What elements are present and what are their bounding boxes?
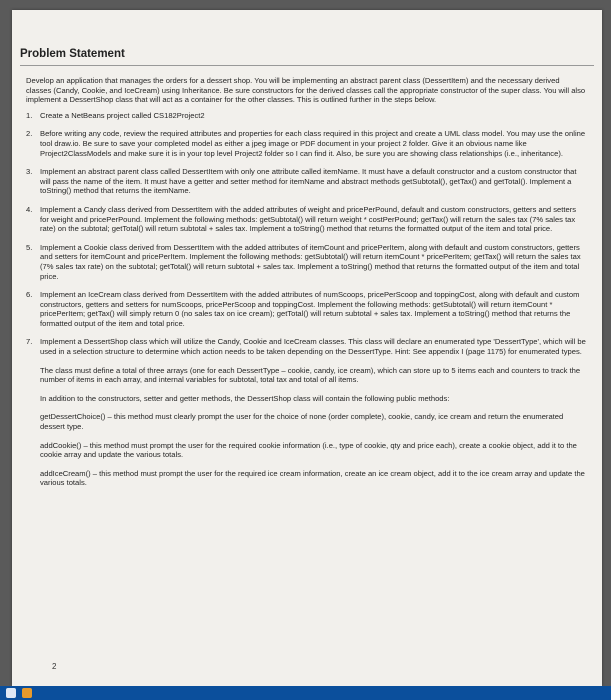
step-number: 4. xyxy=(26,204,33,214)
step-text: Implement an abstract parent class called DessertItem with only one attribute called itemName. It must have a default constructor and a custom constructor that will pass the name of the item. It must have a getter and setter method for itemName and abstract methods getSubtotal(), getTax() and getTotal(). Implement a toString() method that returns the itemName. xyxy=(40,167,577,196)
step-text: Implement a DessertShop class which will utilize the Candy, Cookie and IceCream classes. This class will declare an enumerated type 'DessertType', which will be used in a selection structure to determine which action needs to be taken depending on the DessertType. Hint: See appendix I (page 1175) for enumerated types. xyxy=(40,337,586,357)
steps-list xyxy=(26,111,586,488)
list-item xyxy=(26,205,586,234)
document-page xyxy=(12,10,602,686)
taskbar xyxy=(0,686,611,700)
heading-rule xyxy=(20,65,594,66)
list-item xyxy=(26,337,586,488)
step-number: 7. xyxy=(26,337,33,347)
step-number: 3. xyxy=(26,167,33,177)
method-description: addCookie() – this method must prompt the user for the required cookie information (i.e., type of cookie, qty and price each), create a cookie object, add it to the cookie array and update the various totals. xyxy=(40,440,577,460)
step-text: Implement a Candy class derived from DessertItem with the added attributes of weight and pricePerPound, default and custom constructors, getters and setters for weight and pricePerPound. Implement the following methods: getSubtotal() will return weight * costPerPound; getTax() will return the sales tax (7% sales tax rate) on the subtotal; getTotal() will return subtotal + sales tax. Implement a toString() method that returns the formatted output of the item and total price. xyxy=(40,204,577,234)
list-item xyxy=(26,290,586,328)
step-text: In addition to the constructors, setter and getter methods, the DessertShop class will contain the following public methods: xyxy=(40,393,450,403)
step-number: 1. xyxy=(26,110,33,120)
list-item xyxy=(26,243,586,281)
method-description: addIceCream() – this method must prompt the user for the required ice cream information, create an ice cream object, add it to the ice cream array and update the various totals. xyxy=(40,468,585,488)
intro-paragraph: Develop an application that manages the orders for a dessert shop. You will be implementing an abstract parent class (DessertItem) and the necessary derived classes (Candy, Cookie, and IceCream) using Inheritance. Be sure constructors for the derived classes call the appropriate constructor of the super class. You will also implement a DessertShop class that will act as a container for the other classes. This is outlined further in the steps below. xyxy=(26,76,586,105)
step-text: Before writing any code, review the required attributes and properties for each class required in this project and create a UML class model. You may use the online tool draw.io. Be sure to save your completed model as either a jpeg image or PDF document in your project 2 folder. Give it an obvious name like Project2ClassModels and make sure it is in your top level Project2 folder so I can find it. Also, be sure you are showing class relationships (i.e., inheritance). xyxy=(40,129,586,158)
step-text: Implement a Cookie class derived from DessertItem with the added attributes of itemCount and pricePerItem, along with default and custom constructors, getters and setters for itemCount and pricePerItem. Implement the following methods: getSubtotal() will return itemCount * pricePerItem; getTax() will return the sales tax (7% sales tax rate) on the subtotal; getTotal() will return subtotal + sales tax. Implement a toString() method that returns the formatted output of the item and total price. xyxy=(40,242,581,281)
content-body xyxy=(26,76,586,497)
page-heading: Problem Statement xyxy=(20,48,125,60)
step-text: Implement an IceCream class derived from DessertItem with the added attributes of numScoops, pricePerScoop and toppingCost, along with default and custom constructors, getters and setters for numScoops, pricePerScoop and toppingCost. Implement the following methods: getSubtotal() will return itemCount * pricePerItem; getTax() will simply return 0 (no sales tax on ice cream); getTotal() will return subtotal + sales tax. Implement a toString() method that returns the formatted output of the item and total price. xyxy=(40,290,580,328)
method-description: getDessertChoice() – this method must clearly prompt the user for the choice of none (order complete), cookie, candy, ice cream and return the enumerated dessert type. xyxy=(40,412,564,432)
page-number: 2 xyxy=(52,662,57,671)
list-item xyxy=(26,111,586,121)
step-text: The class must define a total of three arrays (one for each DessertType – cookie, candy, ice cream), which can store up to 5 items each and counters to track the number of items in each array, and internal variables for subtotal, total tax and total of all items. xyxy=(40,365,581,385)
app-icon[interactable] xyxy=(22,688,32,698)
start-icon[interactable] xyxy=(6,688,16,698)
step-text: Create a NetBeans project called CS182Project2 xyxy=(40,110,205,120)
list-item xyxy=(26,129,586,158)
step-number: 6. xyxy=(26,290,33,300)
step-number: 2. xyxy=(26,129,33,139)
list-item xyxy=(26,167,586,196)
step-number: 5. xyxy=(26,242,33,252)
